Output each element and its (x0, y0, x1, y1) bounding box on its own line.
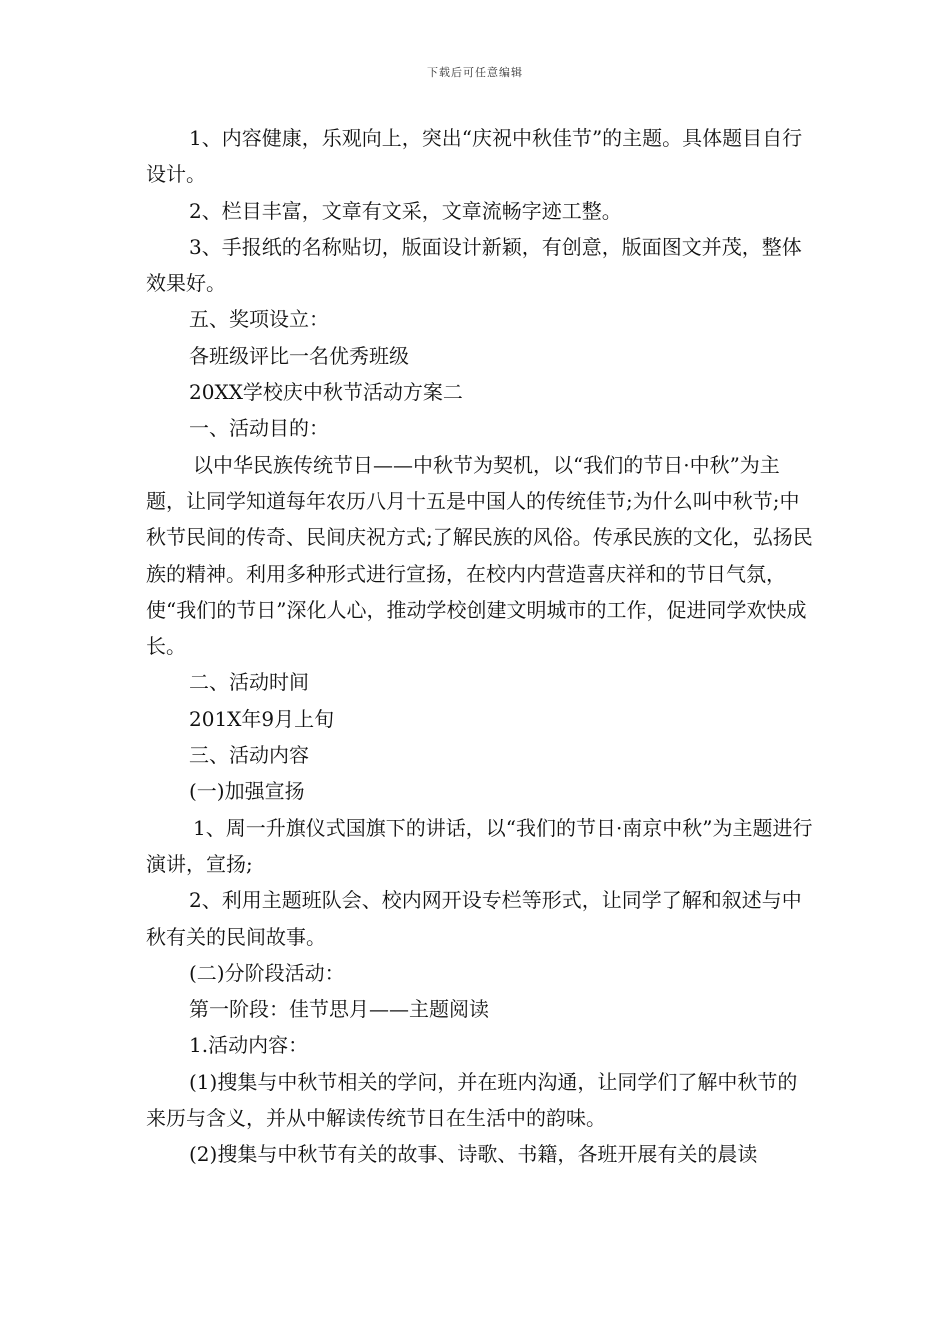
document-body (146, 120, 814, 1173)
paragraph-item-1: (1)搜集与中秋节相关的学问，并在班内沟通，让同学们了解中秋节的来历与含义，并从中解读传统节日在生活中的韵味。 (146, 1069, 798, 1131)
section-heading-awards: 五、奖项设立： (189, 307, 329, 332)
paragraph-item-2: (2)搜集与中秋节有关的故事、诗歌、书籍，各班开展有关的晨读 (189, 1142, 758, 1167)
paragraph-1: 1、内容健康，乐观向上，突出“庆祝中秋佳节”的主题。具体题目自行设计。 (146, 126, 803, 187)
subheading-publicity: (一)加强宣扬 (189, 779, 305, 804)
paragraph-class-meeting: 2、利用主题班队会、校内网开设专栏等形式，让同学了解和叙述与中秋有关的民间故事。 (146, 888, 802, 949)
stage-one-title: 第一阶段：佳节思月——主题阅读 (189, 997, 489, 1022)
plan-two-title: 20XX学校庆中秋节活动方案二 (189, 380, 463, 405)
paragraph-flag-speech: 1、周一升旗仪式国旗下的讲话，以“我们的节日·南京中秋”为主题进行演讲，宣扬; (146, 815, 813, 876)
section-heading-content: 三、活动内容 (189, 743, 309, 768)
paragraph-time: 201X年9月上旬 (189, 706, 335, 731)
subheading-stages: (二)分阶段活动： (189, 960, 345, 985)
paragraph-3: 3、手报纸的名称贴切，版面设计新颖，有创意，版面图文并茂，整体效果好。 (146, 234, 802, 296)
activity-content-label: 1.活动内容： (189, 1033, 309, 1058)
paragraph-2: 2、栏目丰富，文章有文采，文章流畅字迹工整。 (189, 198, 622, 223)
section-heading-time: 二、活动时间 (189, 670, 309, 695)
page-header: 下载后可任意编辑 (427, 66, 523, 79)
paragraph-awards: 各班级评比一名优秀班级 (189, 343, 409, 368)
section-heading-purpose: 一、活动目的： (189, 416, 329, 441)
paragraph-purpose: 以中华民族传统节日——中秋节为契机，以“我们的节日·中秋”为主题，让同学知道每年农历八月十五是中国人的传统佳节;为什么叫中秋节;中秋节民间的传奇、民间庆祝方式;了解民族的风俗。传承民族的文化，弘扬民族的精神。利用多种形式进行宣扬，在校内内营造喜庆祥和的节日气氛，使“我们的节日”深化人心，推动学校创建文明城市的工作，促进同学欢快成长。 (146, 452, 813, 659)
